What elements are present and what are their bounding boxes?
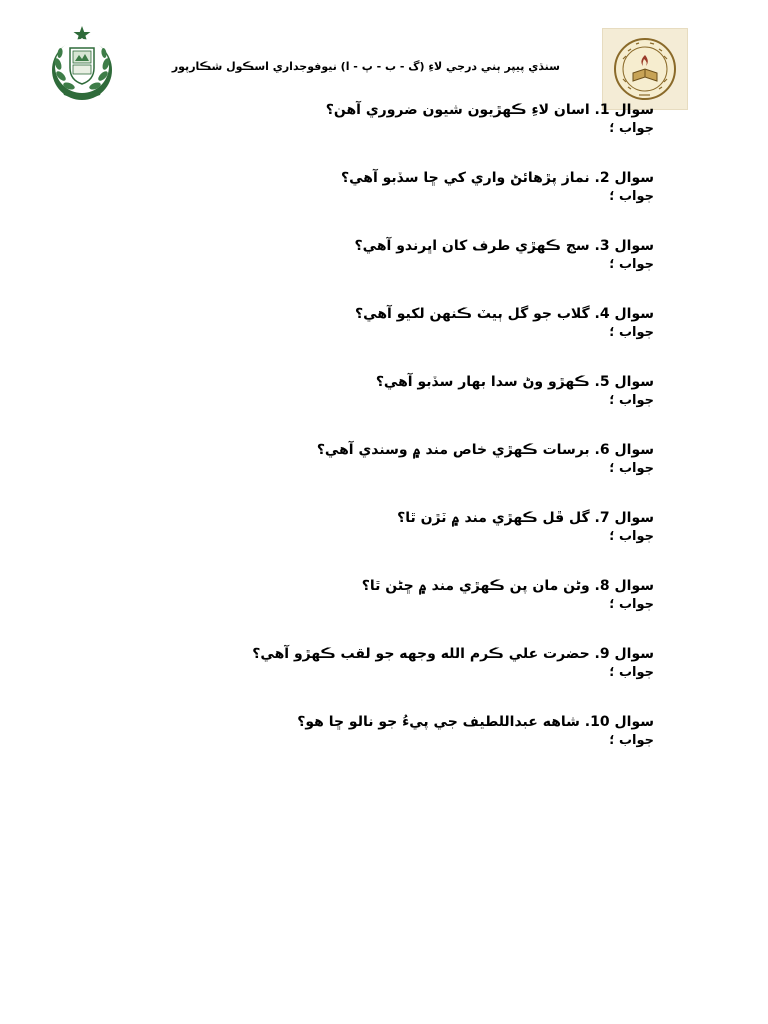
answer-label: جواب ؛ <box>609 461 654 476</box>
school-seal-icon <box>603 29 687 109</box>
question-item <box>180 644 654 712</box>
question-text: سوال 5. ڪهڙو وڻ سدا بهار سڏبو آهي؟ <box>375 374 654 390</box>
answer-label: جواب ؛ <box>609 189 654 204</box>
question-item <box>180 372 654 440</box>
school-seal-frame <box>602 28 688 110</box>
page-header <box>0 0 768 110</box>
question-text: سوال 9. حضرت علي ڪرم الله وجهه جو لقب ڪهڙو آهي؟ <box>252 646 654 662</box>
question-item <box>180 712 654 780</box>
answer-label: جواب ؛ <box>609 733 654 748</box>
question-item <box>180 236 654 304</box>
question-item <box>180 508 654 576</box>
question-item <box>180 100 654 168</box>
question-text: سوال 2. نماز پڙهائڻ واري کي ڇا سڏبو آهي؟ <box>340 170 654 186</box>
page-title: سنڌي پيپر ٻني درجي لاءِ (گ - ب - پ - ا) نيوفوجداري اسڪول شڪارپور <box>171 60 560 73</box>
question-item <box>180 440 654 508</box>
question-text: سوال 10. شاهه عبداللطيف جي پيءُ جو نالو ڇا هو؟ <box>297 714 654 730</box>
answer-label: جواب ؛ <box>609 665 654 680</box>
question-text: سوال 4. گلاب جو گل ٻيٽ ڪنهن لکيو آهي؟ <box>355 306 654 322</box>
question-list <box>180 100 654 780</box>
question-text: سوال 3. سج ڪهڙي طرف کان اڀرندو آهي؟ <box>354 238 654 254</box>
sindh-government-emblem-icon <box>44 24 120 102</box>
question-text: سوال 7. گل ڦل ڪهڙي مند ۾ ٽڙن ٿا؟ <box>397 510 654 526</box>
question-text: سوال 8. وڻن مان پن ڪهڙي مند ۾ ڇڻن ٿا؟ <box>361 578 654 594</box>
question-text: سوال 1. اسان لاءِ ڪهڙيون شيون ضروري آهن؟ <box>325 102 654 118</box>
question-item <box>180 304 654 372</box>
question-item <box>180 576 654 644</box>
answer-label: جواب ؛ <box>609 325 654 340</box>
answer-label: جواب ؛ <box>609 529 654 544</box>
answer-label: جواب ؛ <box>609 393 654 408</box>
answer-label: جواب ؛ <box>609 121 654 136</box>
answer-label: جواب ؛ <box>609 257 654 272</box>
question-item <box>180 168 654 236</box>
answer-label: جواب ؛ <box>609 597 654 612</box>
question-text: سوال 6. برسات ڪهڙي خاص مند ۾ وسندي آهي؟ <box>316 442 654 458</box>
